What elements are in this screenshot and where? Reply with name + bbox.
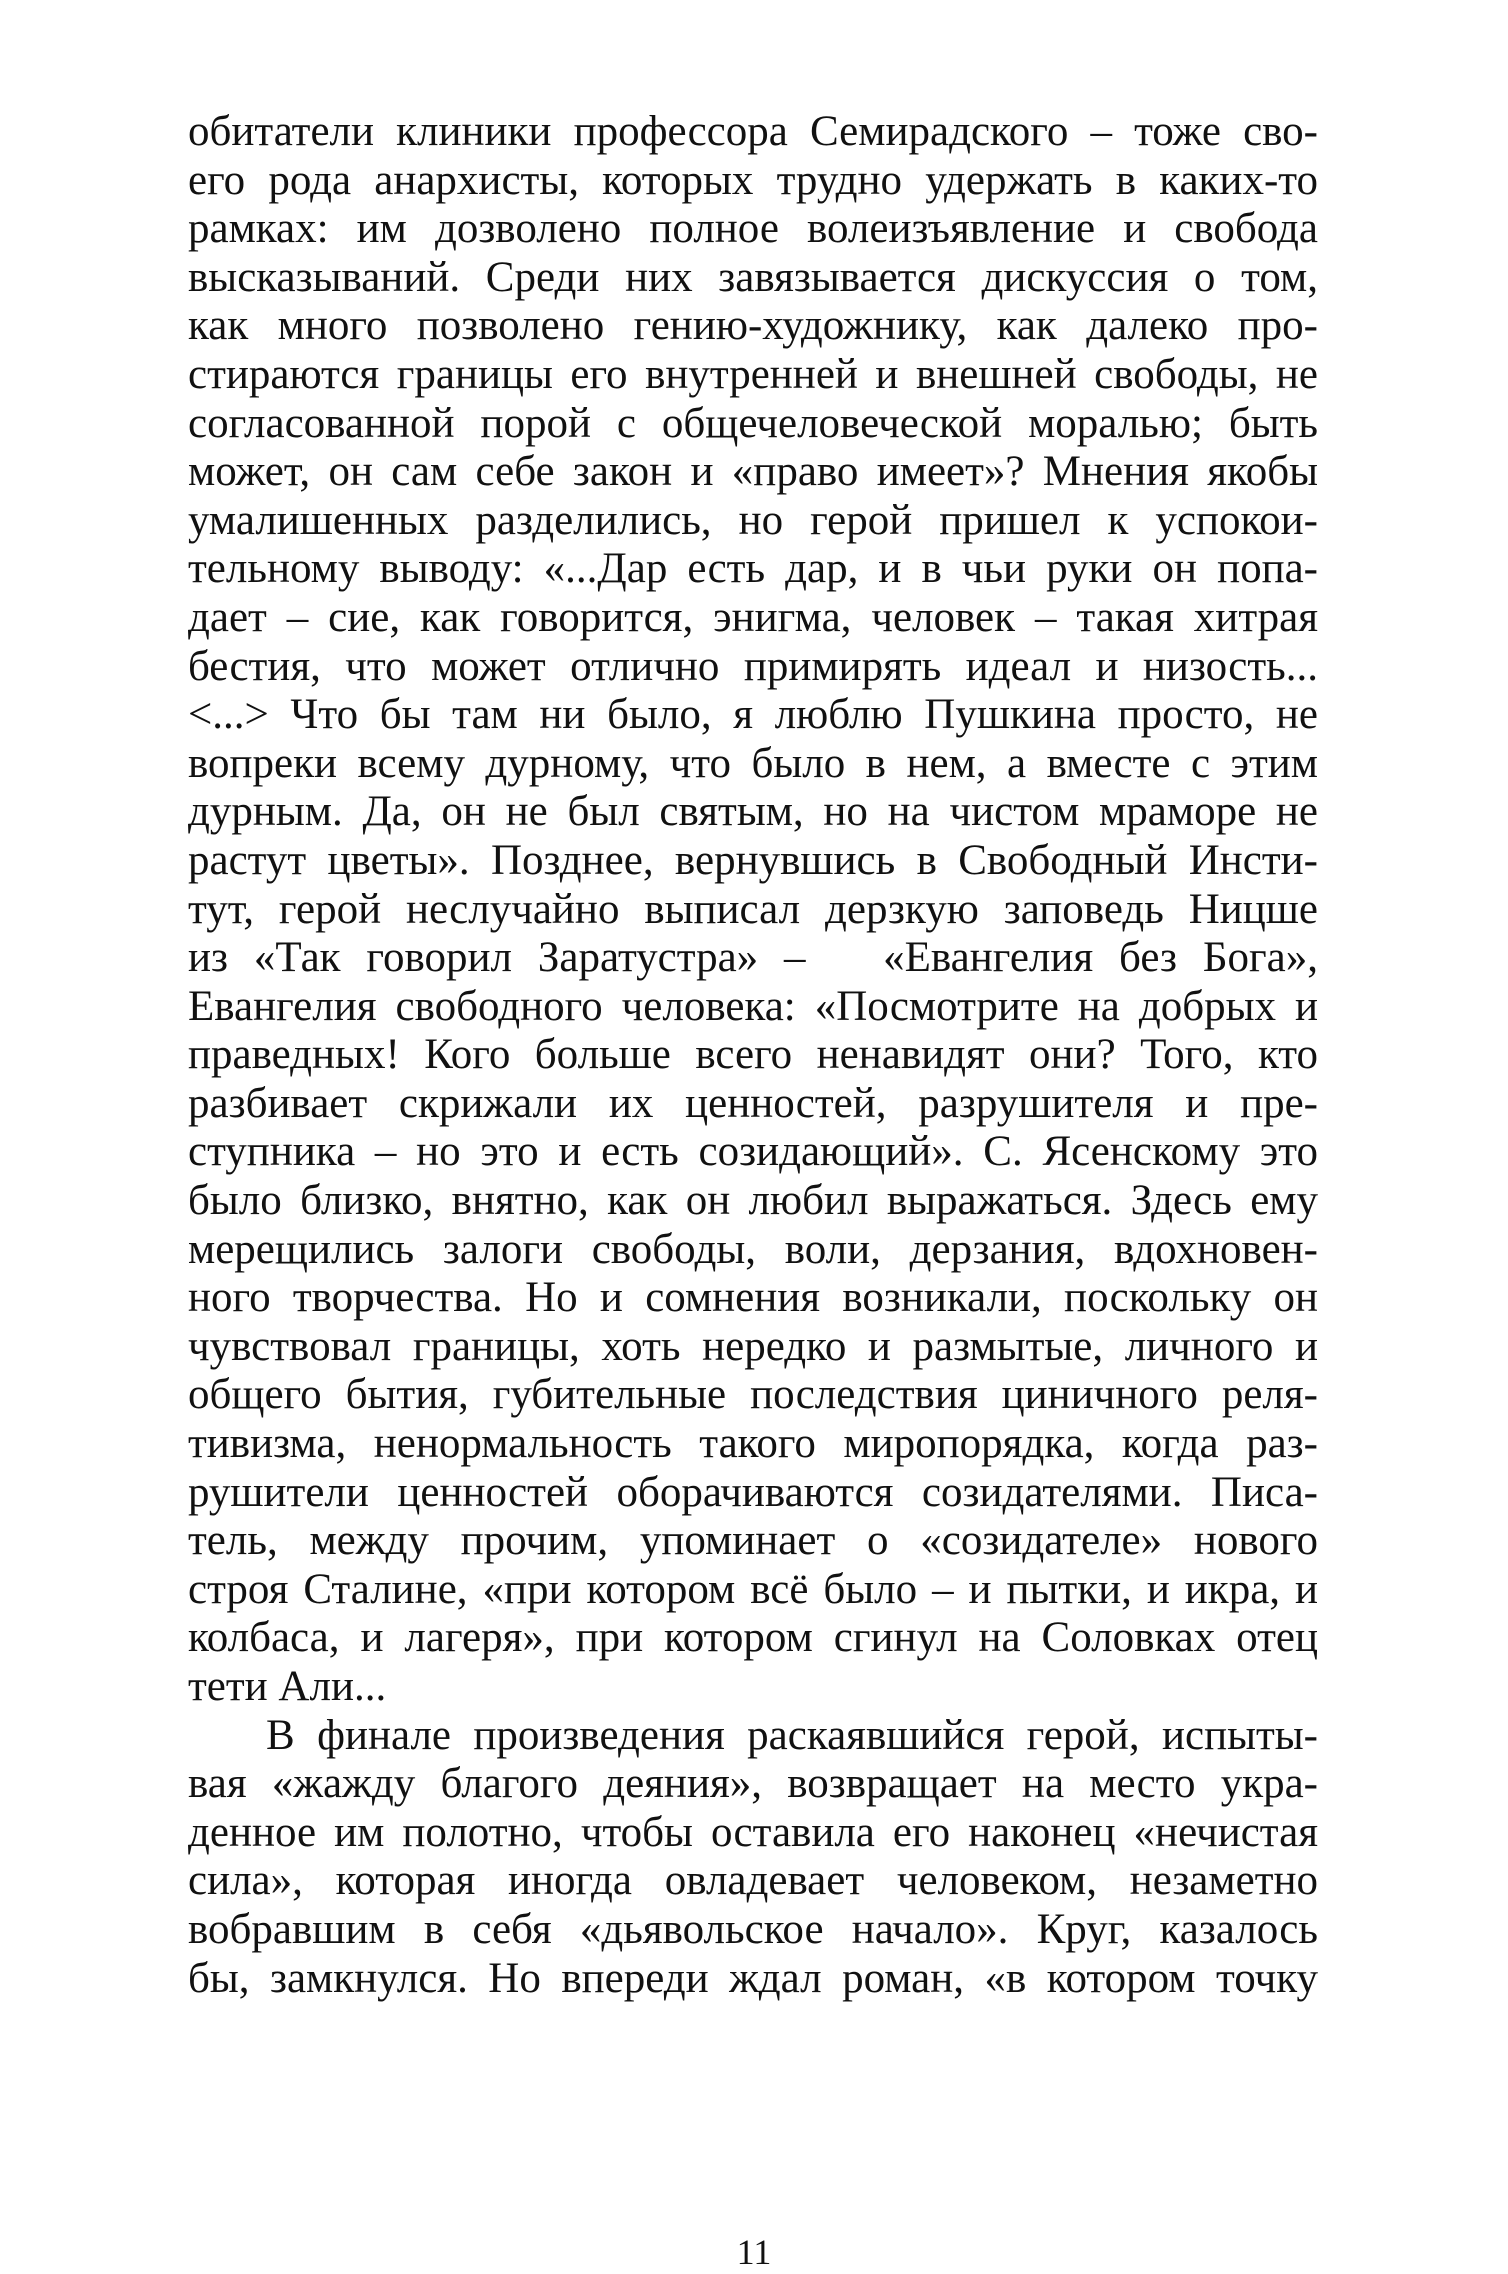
text-line: может, он сам себе закон и «право имеет»? Мнения якобы (188, 448, 1318, 496)
text-line: разбивает скрижали их ценностей, разрушителя и пре- (188, 1079, 1318, 1127)
text-line: его рода анархисты, которых трудно удержать в каких-то (188, 156, 1318, 204)
text-line: тети Али... (188, 1663, 387, 1710)
text-line: из «Так говорил Заратустра» – «Евангелия без Бога», (188, 934, 1318, 982)
text-line: было близко, внятно, как он любил выражаться. Здесь ему (188, 1177, 1318, 1225)
text-line: В финале произведения раскаявшийся герой, испыты- (266, 1711, 1318, 1759)
text-line: рушители ценностей оборачиваются созидателями. Писа- (188, 1468, 1318, 1516)
text-line: денное им полотно, чтобы оставила его наконец «нечистая (188, 1808, 1318, 1856)
text-line: дурным. Да, он не был святым, но на чистом мраморе не (188, 788, 1318, 836)
text-line: ступника – но это и есть созидающий». С. Ясенскому это (188, 1128, 1318, 1176)
text-line: стираются границы его внутренней и внешней свободы, не (188, 350, 1318, 398)
paragraph-1 (188, 108, 1318, 1712)
text-line: строя Сталине, «при котором всё было – и пытки, и икра, и (188, 1565, 1318, 1613)
text-line: тивизма, ненормальность такого миропорядка, когда раз- (188, 1420, 1318, 1468)
text-line: общего бытия, губительные последствия циничного реля- (188, 1371, 1318, 1419)
text-line: бестия, что может отлично примирять идеал и низость... (188, 642, 1318, 690)
text-line: обитатели клиники профессора Семирадского – тоже сво- (188, 108, 1318, 155)
text-line: растут цветы». Позднее, вернувшись в Свободный Инсти- (188, 836, 1318, 884)
text-line: вопреки всему дурному, что было в нем, а вместе с этим (188, 739, 1318, 787)
text-line: Евангелия свободного человека: «Посмотрите на добрых и (188, 982, 1318, 1030)
body-text (188, 108, 1318, 2003)
paragraph-2 (188, 1712, 1318, 2004)
text-line: рамках: им дозволено полное волеизъявление и свобода (188, 205, 1318, 253)
page-number: 11 (736, 2232, 772, 2272)
text-line: мерещились залоги свободы, воли, дерзания, вдохновен- (188, 1225, 1318, 1273)
text-line: праведных! Кого больше всего ненавидят они? Того, кто (188, 1031, 1318, 1079)
text-line: умалишенных разделились, но герой пришел к успокои- (188, 496, 1318, 544)
text-line: сила», которая иногда овладевает человеком, незаметно (188, 1857, 1318, 1905)
text-line: дает – сие, как говорится, энигма, человек – такая хитрая (188, 593, 1318, 641)
text-line: тельному выводу: «...Дар есть дар, и в чьи руки он попа- (188, 545, 1318, 593)
text-line: вобравшим в себя «дьявольское начало». Круг, казалось (188, 1905, 1318, 1953)
text-line: как много позволено гению-художнику, как далеко про- (188, 302, 1318, 350)
text-line: высказываний. Среди них завязывается дискуссия о том, (188, 253, 1318, 301)
text-line: колбаса, и лагеря», при котором сгинул на Соловках отец (188, 1614, 1318, 1662)
text-line: бы, замкнулся. Но впереди ждал роман, «в котором точку (188, 1954, 1318, 2002)
text-line: <...> Что бы там ни было, я люблю Пушкина просто, не (188, 691, 1318, 739)
text-line: тут, герой неслучайно выписал дерзкую заповедь Ницше (188, 885, 1318, 933)
text-line: вая «жажду благого деяния», возвращает на место укра- (188, 1760, 1318, 1808)
text-line: чувствовал границы, хоть нередко и размытые, личного и (188, 1322, 1318, 1370)
text-line: ного творчества. Но и сомнения возникали, поскольку он (188, 1274, 1318, 1322)
text-line: тель, между прочим, упоминает о «созидателе» нового (188, 1517, 1318, 1565)
text-line: согласованной порой с общечеловеческой моралью; быть (188, 399, 1318, 447)
